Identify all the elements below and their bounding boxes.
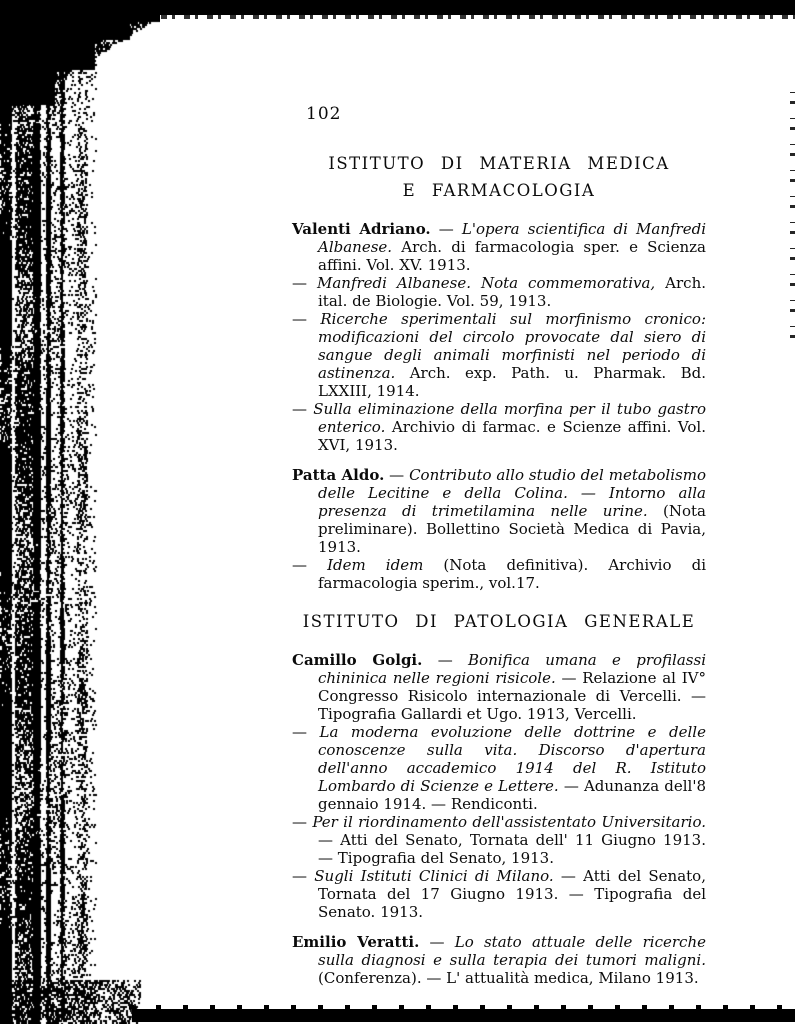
section-heading-line: ISTITUTO DI MATERIA MEDICA: [328, 154, 670, 173]
reference-text: —: [292, 310, 321, 328]
reference-text: Archivio di farmac. e Scienze affini. Vol. XVI, 1913.: [318, 418, 706, 454]
reference-text: Arch. ital. de Biologie. Vol. 59, 1913.: [318, 274, 706, 310]
bibliography-entry: [292, 556, 706, 592]
reference-text: —: [292, 400, 314, 418]
bibliography-entry: [292, 274, 706, 310]
work-title: La moderna evoluzione delle dottrine e delle conoscenze sulla vita. Discorso d'apertura dell'anno accademico 1914 del R. Istituto Lombardo di Scienze e Lettere.: [318, 723, 706, 795]
reference-text: (Nota definitiva). Archivio di farmacologia sperim., vol.17.: [318, 556, 706, 592]
bibliography-entry: [292, 220, 706, 274]
reference-text: —: [419, 933, 455, 951]
reference-text: — Adunanza dell'8 gennaio 1914. — Rendiconti.: [318, 777, 707, 813]
work-title: Lo stato attuale delle ricerche sulla diagnosi e sulla terapia dei tumori maligni.: [318, 933, 706, 969]
reference-text: —: [292, 723, 320, 741]
work-title: Bonifica umana e profilassi chininica nelle regioni risicole.: [318, 651, 706, 687]
reference-text: — Relazione al IV° Congresso Risicolo internazionale di Vercelli. — Tipografia Gallardi et Ugo. 1913, Vercelli.: [318, 669, 706, 723]
work-title: Contributo allo studio del metabolismo delle Lecitine e della Colina. — Intorno alla presenza di trimetilamina nelle urine.: [318, 466, 706, 520]
work-title: Per il riordinamento dell'assistentato Universitario.: [312, 813, 706, 831]
reference-text: (Conferenza). — L' attualità medica, Milano 1913.: [318, 969, 699, 987]
author-name: Patta Aldo.: [292, 466, 385, 484]
page-number: 102: [306, 104, 342, 124]
page-content: [292, 150, 706, 987]
reference-text: —: [384, 466, 410, 484]
section-heading-line: E FARMACOLOGIA: [402, 181, 596, 200]
reference-text: —: [422, 651, 469, 669]
scan-right-edge-speckles: [790, 78, 795, 338]
reference-text: —: [292, 274, 317, 292]
work-title: Ricerche sperimentali sul morfinismo cronico: modificazioni del circolo provocate dal siero di sangue degli animali morfinisti nel periodo di astinenza.: [318, 310, 706, 382]
reference-text: —: [292, 813, 313, 831]
bibliography-entry: [292, 400, 706, 454]
work-title: Sugli Istituti Clinici di Milano.: [314, 867, 554, 885]
bibliography-entry: [292, 310, 706, 400]
reference-text: — Atti del Senato, Tornata dell' 11 Giugno 1913. — Tipografia del Senato, 1913.: [318, 831, 706, 867]
bibliography-entry: [292, 651, 706, 723]
author-name: Valenti Adriano.: [292, 220, 431, 238]
bibliography-entry: [292, 466, 706, 556]
reference-text: — Atti del Senato, Tornata del 17 Giugno 1913. — Tipografia del Senato. 1913.: [318, 867, 706, 921]
bibliography-entry: [292, 813, 706, 867]
work-title: Manfredi Albanese. Nota commemorativa,: [316, 274, 656, 292]
reference-text: —: [292, 556, 328, 574]
reference-text: Arch. di farmacologia sper. e Scienza affini. Vol. XV. 1913.: [318, 238, 706, 274]
author-name: Emilio Veratti.: [292, 933, 420, 951]
reference-text: (Nota preliminare). Bollettino Società Medica di Pavia, 1913.: [318, 502, 706, 556]
bibliography-entries: [292, 220, 706, 592]
work-title: Sulla eliminazione della morfina per il tubo gastro enterico.: [313, 400, 706, 436]
work-title: L'opera scientifica di Manfredi Albanese.: [318, 220, 706, 256]
section-heading-line: ISTITUTO DI PATOLOGIA GENERALE: [302, 612, 696, 631]
bibliography-entry: [292, 867, 706, 921]
bibliography-entries: [292, 651, 706, 987]
bibliography-entry: [292, 933, 706, 987]
reference-text: —: [292, 867, 315, 885]
bibliography-entry: [292, 723, 706, 813]
work-title: Idem idem: [327, 556, 424, 574]
reference-text: Arch. exp. Path. u. Pharmak. Bd. LXXIII, 1914.: [318, 364, 706, 400]
scan-bottom-edge-bar: [132, 1009, 795, 1022]
author-name: Camillo Golgi.: [292, 651, 423, 669]
section-heading: [292, 150, 706, 204]
reference-text: —: [430, 220, 462, 238]
section-heading: [292, 608, 706, 635]
book-binding-gutter: [0, 0, 160, 1024]
